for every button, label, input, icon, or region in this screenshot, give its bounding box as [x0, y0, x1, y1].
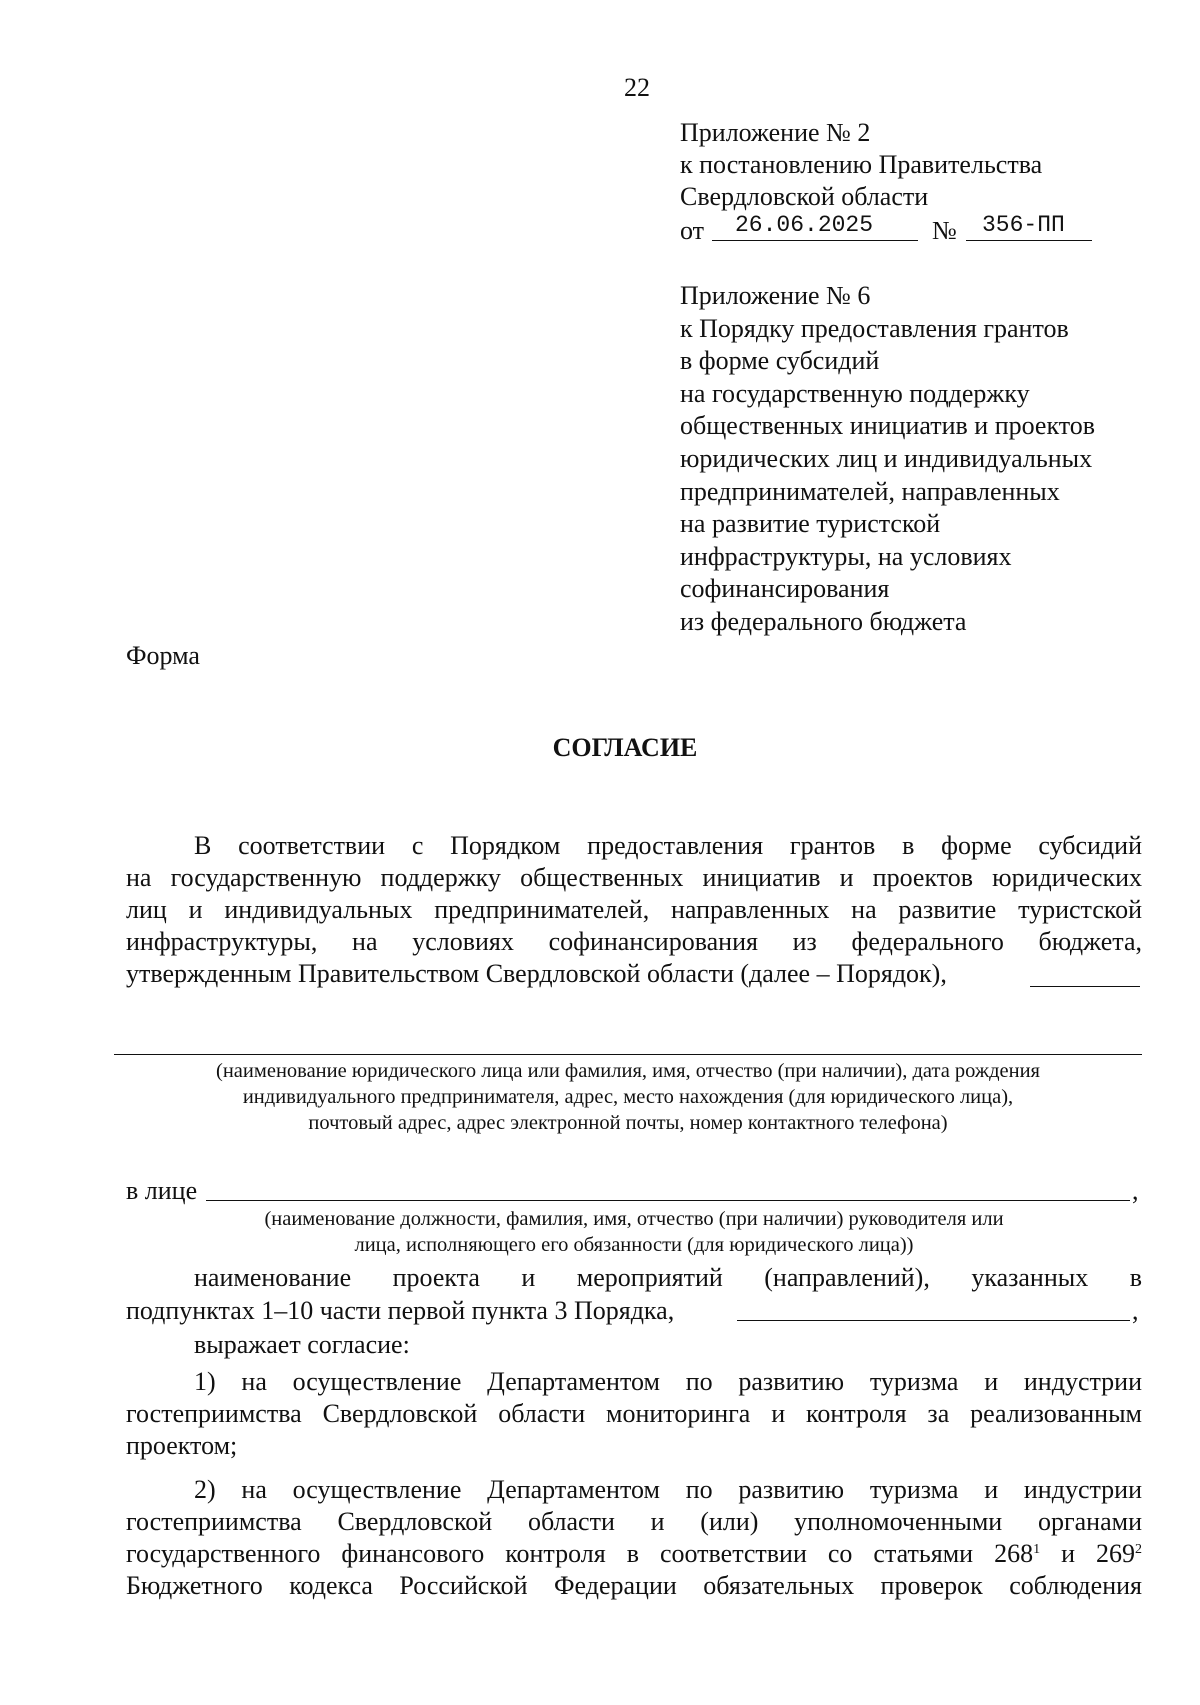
appendix-6-line: к Порядку предоставления грантов	[680, 313, 1069, 343]
intro-line: на государственную поддержку общественных инициатив и проектов юридических	[126, 863, 1142, 892]
appendix-2-line: к постановлению Правительства	[680, 150, 1043, 179]
item-line: гостеприимства Свердловской области мониторинга и контроля за реализованным	[126, 1399, 1142, 1428]
document-heading: СОГЛАСИЕ	[552, 733, 698, 762]
appendix-6-line: инфраструктуры, на условиях	[680, 541, 1012, 571]
project-line-1	[194, 1262, 1142, 1294]
intro-blank-underline	[1030, 986, 1140, 987]
project-line-2: подпунктах 1–10 части первой пункта 3 Порядка,	[126, 1296, 675, 1325]
in-person-label: в лице	[126, 1176, 198, 1205]
page-number: 22	[624, 73, 650, 102]
item-line: гостеприимства Свердловской области и (или) уполномоченными органами	[126, 1507, 1142, 1536]
caption-line: (наименование юридического лица или фамилия, имя, отчество (при наличии), дата рождения	[216, 1060, 1040, 1082]
applicant-caption	[114, 1058, 1142, 1136]
number-underline	[966, 240, 1092, 241]
appendix-6-block	[680, 280, 1095, 639]
number-prefix: №	[932, 216, 957, 245]
appendix-6-line: Приложение № 6	[680, 281, 871, 310]
date-prefix: от	[680, 216, 705, 245]
appendix-6-line: из федерального бюджета	[680, 606, 967, 636]
intro-last-line: утвержденным Правительством Свердловской области (далее – Порядок),	[126, 959, 947, 988]
appendix-6-line: на развитие туристской	[680, 509, 941, 539]
caption-line: лица, исполняющего его обязанности (для юридического лица))	[354, 1234, 914, 1256]
date-value: 26.06.2025	[735, 212, 874, 238]
consent-item-2	[126, 1474, 1142, 1602]
item-line: 2) на осуществление Департаментом по развитию туризма и индустрии	[194, 1475, 1142, 1504]
project-blank-line[interactable]	[737, 1320, 1130, 1321]
number-value: 356-ПП	[982, 212, 1065, 238]
appendix-6-line: общественных инициатив и проектов	[680, 411, 1096, 441]
form-label: Форма	[126, 641, 200, 670]
appendix-2-line: Свердловской области	[680, 182, 929, 211]
caption-line: (наименование должности, фамилия, имя, отчество (при наличии) руководителя или	[264, 1208, 1004, 1230]
caption-line: индивидуального предпринимателя, адрес, место нахождения (для юридического лица),	[242, 1086, 1014, 1108]
appendix-6-line: юридических лиц и индивидуальных	[680, 443, 1093, 473]
in-person-comma: ,	[1132, 1176, 1139, 1205]
in-person-blank-line[interactable]	[206, 1200, 1130, 1201]
representative-caption	[126, 1206, 1142, 1258]
consent-item-1	[126, 1366, 1142, 1430]
caption-line: почтовый адрес, адрес электронной почты, номер контактного телефона)	[308, 1112, 948, 1134]
item-1-last-line: проектом;	[126, 1431, 238, 1460]
project-comma: ,	[1132, 1296, 1139, 1325]
appendix-6-line: в форме субсидий	[680, 346, 880, 376]
intro-line: инфраструктуры, на условиях софинансирования из федерального бюджета,	[126, 927, 1142, 956]
appendix-6-line: на государственную поддержку	[680, 378, 1030, 408]
consent-intro: выражает согласие:	[194, 1330, 410, 1359]
intro-line: В соответствии с Порядком предоставления грантов в форме субсидий	[194, 831, 1142, 860]
intro-paragraph	[126, 830, 1142, 958]
item-line: Бюджетного кодекса Российской Федерации обязательных проверок соблюдения	[126, 1571, 1142, 1600]
appendix-6-line: софинансирования	[680, 574, 890, 604]
intro-line: лиц и индивидуальных предпринимателей, направленных на развитие туристской	[126, 895, 1142, 924]
appendix-2-title: Приложение № 2	[680, 118, 871, 147]
appendix-6-line: предпринимателей, направленных	[680, 476, 1060, 506]
applicant-blank-line[interactable]	[114, 1054, 1142, 1055]
item-line: 1) на осуществление Департаментом по развитию туризма и индустрии	[194, 1367, 1142, 1396]
date-underline	[712, 240, 918, 241]
project-line: наименование проекта и мероприятий (направлений), указанных в	[194, 1263, 1142, 1292]
item-line-with-sup: государственного финансового контроля в соответствии со статьями $268^1$ и $269^2$	[126, 1539, 1142, 1568]
